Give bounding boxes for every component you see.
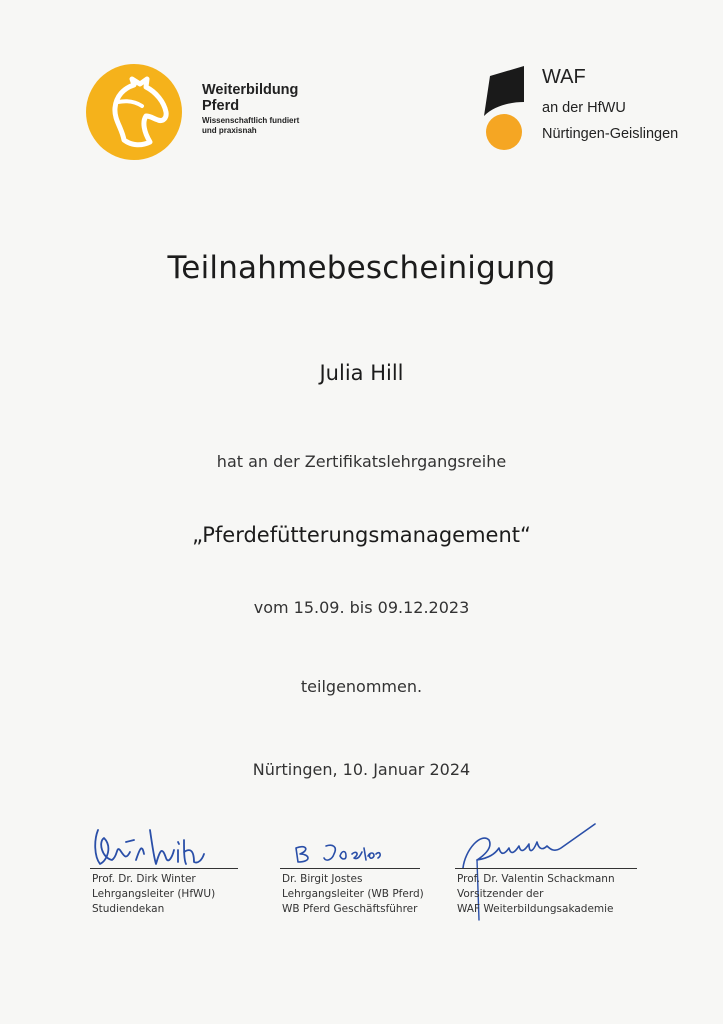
signature-line xyxy=(455,868,637,869)
weiterbildung-pferd-logo xyxy=(84,62,314,162)
course-title: „Pferdefütterungsmanagement“ xyxy=(192,523,531,547)
waf-name: WAF xyxy=(542,66,586,88)
logo-tagline-line2: und praxisnah xyxy=(202,126,257,135)
logo-tagline-line1: Wissenschaftlich fundiert xyxy=(202,116,300,125)
signatory-text xyxy=(282,872,424,917)
handwritten-signature-jostes xyxy=(280,820,430,875)
place-date: Nürtingen, 10. Januar 2024 xyxy=(252,760,471,779)
course-dates: vom 15.09. bis 09.12.2023 xyxy=(253,598,470,617)
waf-logo xyxy=(480,66,690,156)
signatory-name: Prof. Dr. Valentin Schackmann xyxy=(457,873,615,885)
signature-line xyxy=(280,868,420,869)
waf-line3: Nürtingen-Geislingen xyxy=(542,126,679,142)
logo-name-line2: Pferd xyxy=(202,98,240,114)
horse-head-icon xyxy=(84,62,184,162)
series-line: hat an der Zertifikatslehrgangsreihe xyxy=(216,452,507,471)
certificate-title: Teilnahmebescheinigung xyxy=(167,250,556,286)
logo-name xyxy=(202,82,312,114)
signatory-name: Dr. Birgit Jostes xyxy=(282,873,363,885)
signatory-role: Studiendekan xyxy=(92,903,165,915)
signatory-role: WB Pferd Geschäftsführer xyxy=(282,903,418,915)
signatory-role: Vorsitzender der xyxy=(457,888,544,900)
logo-name-line1: Weiterbildung xyxy=(202,82,299,98)
participation-line: teilgenommen. xyxy=(300,677,423,696)
signatory-role: WAF Weiterbildungsakademie xyxy=(457,903,614,915)
handwritten-signature-winter xyxy=(90,820,240,875)
signatory-role: Lehrgangsleiter (WB Pferd) xyxy=(282,888,424,900)
signatory-text xyxy=(92,872,215,917)
signatory-text xyxy=(457,872,615,917)
participant-name: Julia Hill xyxy=(319,361,404,385)
signatory-name: Prof. Dr. Dirk Winter xyxy=(92,873,196,885)
signature-line xyxy=(90,868,238,869)
logo-tagline xyxy=(202,116,322,136)
signatory-role: Lehrgangsleiter (HfWU) xyxy=(92,888,216,900)
waf-mark-icon xyxy=(480,66,530,156)
waf-line2: an der HfWU xyxy=(542,100,626,116)
